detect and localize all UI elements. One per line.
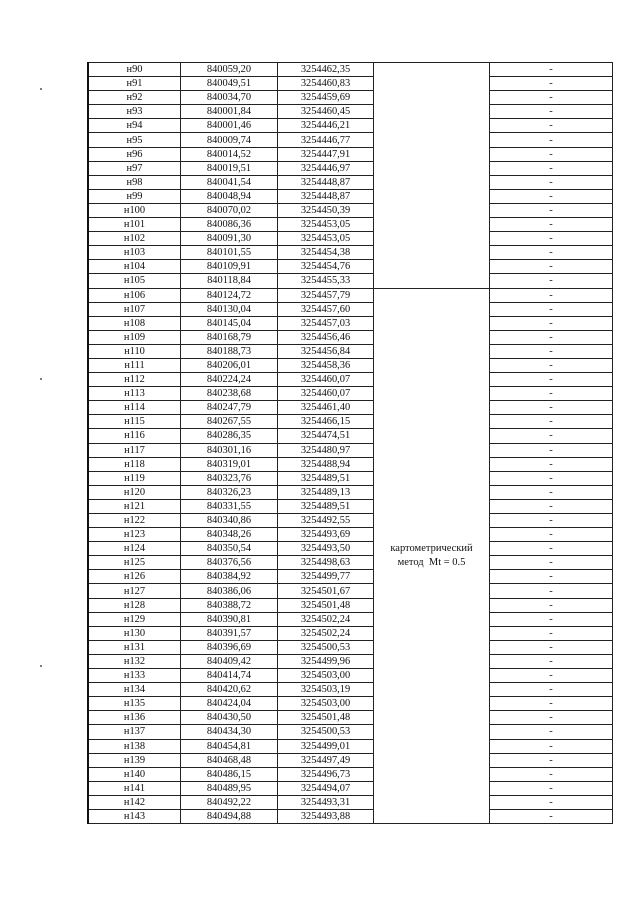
table-row bbox=[88, 443, 613, 457]
x-coordinate-cell: 840049,51 bbox=[181, 77, 278, 91]
x-coordinate-cell: 840396,69 bbox=[181, 640, 278, 654]
x-coordinate-cell: 840350,54 bbox=[181, 542, 278, 556]
table-row bbox=[88, 203, 613, 217]
accuracy-dash-cell: - bbox=[490, 711, 613, 725]
point-name-cell: н99 bbox=[88, 189, 181, 203]
y-coordinate-cell: 3254502,24 bbox=[278, 626, 374, 640]
point-name-cell: н108 bbox=[88, 316, 181, 330]
point-name-cell: н130 bbox=[88, 626, 181, 640]
y-coordinate-cell: 3254489,13 bbox=[278, 485, 374, 499]
table-row bbox=[88, 485, 613, 499]
table-row bbox=[88, 429, 613, 443]
accuracy-dash-cell: - bbox=[490, 697, 613, 711]
point-name-cell: н118 bbox=[88, 457, 181, 471]
y-coordinate-cell: 3254462,35 bbox=[278, 63, 374, 77]
accuracy-dash-cell: - bbox=[490, 612, 613, 626]
x-coordinate-cell: 840326,23 bbox=[181, 485, 278, 499]
x-coordinate-cell: 840109,91 bbox=[181, 260, 278, 274]
table-row bbox=[88, 598, 613, 612]
point-name-cell: н97 bbox=[88, 161, 181, 175]
y-coordinate-cell: 3254460,07 bbox=[278, 373, 374, 387]
y-coordinate-cell: 3254500,53 bbox=[278, 640, 374, 654]
accuracy-dash-cell: - bbox=[490, 91, 613, 105]
table-row bbox=[88, 542, 613, 556]
x-coordinate-cell: 840384,92 bbox=[181, 570, 278, 584]
y-coordinate-cell: 3254457,60 bbox=[278, 302, 374, 316]
x-coordinate-cell: 840348,26 bbox=[181, 528, 278, 542]
accuracy-dash-cell: - bbox=[490, 471, 613, 485]
accuracy-dash-cell: - bbox=[490, 358, 613, 372]
accuracy-dash-cell: - bbox=[490, 542, 613, 556]
point-name-cell: н127 bbox=[88, 584, 181, 598]
table-row bbox=[88, 91, 613, 105]
accuracy-dash-cell: - bbox=[490, 189, 613, 203]
x-coordinate-cell: 840019,51 bbox=[181, 161, 278, 175]
point-name-cell: н92 bbox=[88, 91, 181, 105]
accuracy-dash-cell: - bbox=[490, 302, 613, 316]
accuracy-dash-cell: - bbox=[490, 344, 613, 358]
y-coordinate-cell: 3254493,31 bbox=[278, 795, 374, 809]
y-coordinate-cell: 3254493,50 bbox=[278, 542, 374, 556]
accuracy-dash-cell: - bbox=[490, 781, 613, 795]
x-coordinate-cell: 840420,62 bbox=[181, 683, 278, 697]
point-name-cell: н142 bbox=[88, 795, 181, 809]
coordinates-table bbox=[87, 62, 613, 824]
point-name-cell: н98 bbox=[88, 175, 181, 189]
y-coordinate-cell: 3254457,79 bbox=[278, 288, 374, 302]
point-name-cell: н126 bbox=[88, 570, 181, 584]
table-row bbox=[88, 669, 613, 683]
y-coordinate-cell: 3254460,83 bbox=[278, 77, 374, 91]
table-row bbox=[88, 584, 613, 598]
table-row bbox=[88, 218, 613, 232]
table-row bbox=[88, 556, 613, 570]
y-coordinate-cell: 3254450,39 bbox=[278, 203, 374, 217]
table-row bbox=[88, 640, 613, 654]
method-cell-lower bbox=[374, 288, 490, 824]
accuracy-dash-cell: - bbox=[490, 218, 613, 232]
x-coordinate-cell: 840489,95 bbox=[181, 781, 278, 795]
table-row bbox=[88, 654, 613, 668]
y-coordinate-cell: 3254501,48 bbox=[278, 598, 374, 612]
accuracy-dash-cell: - bbox=[490, 669, 613, 683]
coordinates-table-body bbox=[88, 63, 613, 824]
y-coordinate-cell: 3254503,00 bbox=[278, 697, 374, 711]
table-row bbox=[88, 288, 613, 302]
point-name-cell: н109 bbox=[88, 330, 181, 344]
point-name-cell: н93 bbox=[88, 105, 181, 119]
y-coordinate-cell: 3254453,05 bbox=[278, 232, 374, 246]
table-row bbox=[88, 612, 613, 626]
accuracy-dash-cell: - bbox=[490, 753, 613, 767]
x-coordinate-cell: 840124,72 bbox=[181, 288, 278, 302]
x-coordinate-cell: 840206,01 bbox=[181, 358, 278, 372]
y-coordinate-cell: 3254456,84 bbox=[278, 344, 374, 358]
point-name-cell: н122 bbox=[88, 514, 181, 528]
table-row bbox=[88, 626, 613, 640]
table-row bbox=[88, 809, 613, 823]
accuracy-dash-cell: - bbox=[490, 373, 613, 387]
point-name-cell: н134 bbox=[88, 683, 181, 697]
x-coordinate-cell: 840301,16 bbox=[181, 443, 278, 457]
point-name-cell: н103 bbox=[88, 246, 181, 260]
point-name-cell: н136 bbox=[88, 711, 181, 725]
point-name-cell: н110 bbox=[88, 344, 181, 358]
x-coordinate-cell: 840001,84 bbox=[181, 105, 278, 119]
x-coordinate-cell: 840041,54 bbox=[181, 175, 278, 189]
accuracy-dash-cell: - bbox=[490, 584, 613, 598]
accuracy-dash-cell: - bbox=[490, 133, 613, 147]
table-row bbox=[88, 373, 613, 387]
y-coordinate-cell: 3254493,88 bbox=[278, 809, 374, 823]
y-coordinate-cell: 3254488,94 bbox=[278, 457, 374, 471]
point-name-cell: н139 bbox=[88, 753, 181, 767]
x-coordinate-cell: 840390,81 bbox=[181, 612, 278, 626]
table-row bbox=[88, 147, 613, 161]
y-coordinate-cell: 3254454,76 bbox=[278, 260, 374, 274]
table-row bbox=[88, 781, 613, 795]
point-name-cell: н100 bbox=[88, 203, 181, 217]
x-coordinate-cell: 840168,79 bbox=[181, 330, 278, 344]
table-row bbox=[88, 514, 613, 528]
point-name-cell: н141 bbox=[88, 781, 181, 795]
point-name-cell: н91 bbox=[88, 77, 181, 91]
point-name-cell: н135 bbox=[88, 697, 181, 711]
accuracy-dash-cell: - bbox=[490, 767, 613, 781]
table-row bbox=[88, 77, 613, 91]
table-row bbox=[88, 133, 613, 147]
accuracy-dash-cell: - bbox=[490, 570, 613, 584]
x-coordinate-cell: 840340,86 bbox=[181, 514, 278, 528]
accuracy-dash-cell: - bbox=[490, 725, 613, 739]
point-name-cell: н143 bbox=[88, 809, 181, 823]
y-coordinate-cell: 3254501,48 bbox=[278, 711, 374, 725]
y-coordinate-cell: 3254454,38 bbox=[278, 246, 374, 260]
y-coordinate-cell: 3254503,19 bbox=[278, 683, 374, 697]
x-coordinate-cell: 840188,73 bbox=[181, 344, 278, 358]
coordinates-table-sheet bbox=[87, 62, 608, 824]
x-coordinate-cell: 840409,42 bbox=[181, 654, 278, 668]
accuracy-dash-cell: - bbox=[490, 429, 613, 443]
y-coordinate-cell: 3254500,53 bbox=[278, 725, 374, 739]
x-coordinate-cell: 840286,35 bbox=[181, 429, 278, 443]
table-row bbox=[88, 767, 613, 781]
point-name-cell: н113 bbox=[88, 387, 181, 401]
accuracy-dash-cell: - bbox=[490, 443, 613, 457]
y-coordinate-cell: 3254447,91 bbox=[278, 147, 374, 161]
scan-speck bbox=[40, 665, 42, 667]
point-name-cell: н115 bbox=[88, 415, 181, 429]
method-label-line-1: картометрический bbox=[390, 542, 473, 554]
table-row bbox=[88, 344, 613, 358]
x-coordinate-cell: 840494,88 bbox=[181, 809, 278, 823]
point-name-cell: н111 bbox=[88, 358, 181, 372]
y-coordinate-cell: 3254448,87 bbox=[278, 175, 374, 189]
y-coordinate-cell: 3254457,03 bbox=[278, 316, 374, 330]
y-coordinate-cell: 3254446,97 bbox=[278, 161, 374, 175]
y-coordinate-cell: 3254497,49 bbox=[278, 753, 374, 767]
point-name-cell: н116 bbox=[88, 429, 181, 443]
y-coordinate-cell: 3254480,97 bbox=[278, 443, 374, 457]
y-coordinate-cell: 3254474,51 bbox=[278, 429, 374, 443]
y-coordinate-cell: 3254494,07 bbox=[278, 781, 374, 795]
x-coordinate-cell: 840388,72 bbox=[181, 598, 278, 612]
x-coordinate-cell: 840454,81 bbox=[181, 739, 278, 753]
scan-speck bbox=[40, 378, 42, 380]
x-coordinate-cell: 840376,56 bbox=[181, 556, 278, 570]
y-coordinate-cell: 3254446,21 bbox=[278, 119, 374, 133]
x-coordinate-cell: 840391,57 bbox=[181, 626, 278, 640]
table-row bbox=[88, 697, 613, 711]
point-name-cell: н125 bbox=[88, 556, 181, 570]
table-row bbox=[88, 330, 613, 344]
accuracy-dash-cell: - bbox=[490, 556, 613, 570]
accuracy-dash-cell: - bbox=[490, 795, 613, 809]
point-name-cell: н114 bbox=[88, 401, 181, 415]
y-coordinate-cell: 3254492,55 bbox=[278, 514, 374, 528]
accuracy-dash-cell: - bbox=[490, 739, 613, 753]
x-coordinate-cell: 840059,20 bbox=[181, 63, 278, 77]
accuracy-dash-cell: - bbox=[490, 626, 613, 640]
point-name-cell: н119 bbox=[88, 471, 181, 485]
x-coordinate-cell: 840224,24 bbox=[181, 373, 278, 387]
accuracy-dash-cell: - bbox=[490, 598, 613, 612]
accuracy-dash-cell: - bbox=[490, 161, 613, 175]
point-name-cell: н112 bbox=[88, 373, 181, 387]
x-coordinate-cell: 840434,30 bbox=[181, 725, 278, 739]
accuracy-dash-cell: - bbox=[490, 175, 613, 189]
table-row bbox=[88, 471, 613, 485]
x-coordinate-cell: 840430,50 bbox=[181, 711, 278, 725]
accuracy-dash-cell: - bbox=[490, 316, 613, 330]
accuracy-dash-cell: - bbox=[490, 119, 613, 133]
accuracy-dash-cell: - bbox=[490, 485, 613, 499]
point-name-cell: н90 bbox=[88, 63, 181, 77]
x-coordinate-cell: 840014,52 bbox=[181, 147, 278, 161]
point-name-cell: н129 bbox=[88, 612, 181, 626]
x-coordinate-cell: 840319,01 bbox=[181, 457, 278, 471]
y-coordinate-cell: 3254460,07 bbox=[278, 387, 374, 401]
point-name-cell: н132 bbox=[88, 654, 181, 668]
point-name-cell: н117 bbox=[88, 443, 181, 457]
accuracy-dash-cell: - bbox=[490, 274, 613, 288]
accuracy-dash-cell: - bbox=[490, 203, 613, 217]
x-coordinate-cell: 840386,06 bbox=[181, 584, 278, 598]
table-row bbox=[88, 274, 613, 288]
point-name-cell: н124 bbox=[88, 542, 181, 556]
accuracy-dash-cell: - bbox=[490, 683, 613, 697]
x-coordinate-cell: 840323,76 bbox=[181, 471, 278, 485]
x-coordinate-cell: 840468,48 bbox=[181, 753, 278, 767]
table-row bbox=[88, 739, 613, 753]
table-row bbox=[88, 415, 613, 429]
accuracy-dash-cell: - bbox=[490, 528, 613, 542]
table-row bbox=[88, 175, 613, 189]
table-row bbox=[88, 232, 613, 246]
x-coordinate-cell: 840424,04 bbox=[181, 697, 278, 711]
y-coordinate-cell: 3254499,96 bbox=[278, 654, 374, 668]
accuracy-dash-cell: - bbox=[490, 514, 613, 528]
table-row bbox=[88, 570, 613, 584]
x-coordinate-cell: 840034,70 bbox=[181, 91, 278, 105]
point-name-cell: н104 bbox=[88, 260, 181, 274]
point-name-cell: н121 bbox=[88, 499, 181, 513]
accuracy-dash-cell: - bbox=[490, 105, 613, 119]
accuracy-dash-cell: - bbox=[490, 246, 613, 260]
accuracy-dash-cell: - bbox=[490, 640, 613, 654]
y-coordinate-cell: 3254453,05 bbox=[278, 218, 374, 232]
accuracy-dash-cell: - bbox=[490, 415, 613, 429]
table-row bbox=[88, 105, 613, 119]
x-coordinate-cell: 840048,94 bbox=[181, 189, 278, 203]
table-row bbox=[88, 711, 613, 725]
point-name-cell: н137 bbox=[88, 725, 181, 739]
point-name-cell: н140 bbox=[88, 767, 181, 781]
table-row bbox=[88, 401, 613, 415]
y-coordinate-cell: 3254459,69 bbox=[278, 91, 374, 105]
accuracy-dash-cell: - bbox=[490, 499, 613, 513]
x-coordinate-cell: 840267,55 bbox=[181, 415, 278, 429]
x-coordinate-cell: 840001,46 bbox=[181, 119, 278, 133]
table-row bbox=[88, 457, 613, 471]
method-cell-upper bbox=[374, 63, 490, 289]
y-coordinate-cell: 3254489,51 bbox=[278, 499, 374, 513]
x-coordinate-cell: 840492,22 bbox=[181, 795, 278, 809]
x-coordinate-cell: 840130,04 bbox=[181, 302, 278, 316]
accuracy-dash-cell: - bbox=[490, 401, 613, 415]
accuracy-dash-cell: - bbox=[490, 77, 613, 91]
table-row bbox=[88, 302, 613, 316]
y-coordinate-cell: 3254501,67 bbox=[278, 584, 374, 598]
method-label-line-2: метод Mt = 0.5 bbox=[397, 556, 466, 568]
x-coordinate-cell: 840091,30 bbox=[181, 232, 278, 246]
point-name-cell: н120 bbox=[88, 485, 181, 499]
point-name-cell: н95 bbox=[88, 133, 181, 147]
y-coordinate-cell: 3254493,69 bbox=[278, 528, 374, 542]
point-name-cell: н96 bbox=[88, 147, 181, 161]
point-name-cell: н107 bbox=[88, 302, 181, 316]
table-row bbox=[88, 725, 613, 739]
x-coordinate-cell: 840238,68 bbox=[181, 387, 278, 401]
accuracy-dash-cell: - bbox=[490, 147, 613, 161]
table-row bbox=[88, 499, 613, 513]
x-coordinate-cell: 840118,84 bbox=[181, 274, 278, 288]
y-coordinate-cell: 3254499,01 bbox=[278, 739, 374, 753]
y-coordinate-cell: 3254489,51 bbox=[278, 471, 374, 485]
point-name-cell: н128 bbox=[88, 598, 181, 612]
table-row bbox=[88, 260, 613, 274]
point-name-cell: н102 bbox=[88, 232, 181, 246]
x-coordinate-cell: 840009,74 bbox=[181, 133, 278, 147]
x-coordinate-cell: 840145,04 bbox=[181, 316, 278, 330]
accuracy-dash-cell: - bbox=[490, 288, 613, 302]
y-coordinate-cell: 3254448,87 bbox=[278, 189, 374, 203]
accuracy-dash-cell: - bbox=[490, 232, 613, 246]
y-coordinate-cell: 3254456,46 bbox=[278, 330, 374, 344]
y-coordinate-cell: 3254502,24 bbox=[278, 612, 374, 626]
table-row bbox=[88, 753, 613, 767]
y-coordinate-cell: 3254460,45 bbox=[278, 105, 374, 119]
table-row bbox=[88, 528, 613, 542]
table-row bbox=[88, 246, 613, 260]
point-name-cell: н138 bbox=[88, 739, 181, 753]
table-row bbox=[88, 683, 613, 697]
accuracy-dash-cell: - bbox=[490, 809, 613, 823]
table-row bbox=[88, 387, 613, 401]
y-coordinate-cell: 3254499,77 bbox=[278, 570, 374, 584]
point-name-cell: н106 bbox=[88, 288, 181, 302]
y-coordinate-cell: 3254458,36 bbox=[278, 358, 374, 372]
accuracy-dash-cell: - bbox=[490, 457, 613, 471]
x-coordinate-cell: 840247,79 bbox=[181, 401, 278, 415]
accuracy-dash-cell: - bbox=[490, 654, 613, 668]
y-coordinate-cell: 3254461,40 bbox=[278, 401, 374, 415]
table-row bbox=[88, 358, 613, 372]
table-row bbox=[88, 316, 613, 330]
point-name-cell: н101 bbox=[88, 218, 181, 232]
point-name-cell: н131 bbox=[88, 640, 181, 654]
point-name-cell: н123 bbox=[88, 528, 181, 542]
y-coordinate-cell: 3254496,73 bbox=[278, 767, 374, 781]
point-name-cell: н133 bbox=[88, 669, 181, 683]
point-name-cell: н105 bbox=[88, 274, 181, 288]
x-coordinate-cell: 840070,02 bbox=[181, 203, 278, 217]
accuracy-dash-cell: - bbox=[490, 387, 613, 401]
x-coordinate-cell: 840101,55 bbox=[181, 246, 278, 260]
y-coordinate-cell: 3254498,63 bbox=[278, 556, 374, 570]
scan-speck bbox=[40, 88, 42, 90]
x-coordinate-cell: 840414,74 bbox=[181, 669, 278, 683]
y-coordinate-cell: 3254466,15 bbox=[278, 415, 374, 429]
accuracy-dash-cell: - bbox=[490, 330, 613, 344]
x-coordinate-cell: 840086,36 bbox=[181, 218, 278, 232]
accuracy-dash-cell: - bbox=[490, 260, 613, 274]
x-coordinate-cell: 840331,55 bbox=[181, 499, 278, 513]
table-row bbox=[88, 189, 613, 203]
y-coordinate-cell: 3254446,77 bbox=[278, 133, 374, 147]
table-row bbox=[88, 63, 613, 77]
y-coordinate-cell: 3254455,33 bbox=[278, 274, 374, 288]
table-row bbox=[88, 795, 613, 809]
point-name-cell: н94 bbox=[88, 119, 181, 133]
table-row bbox=[88, 161, 613, 175]
accuracy-dash-cell: - bbox=[490, 63, 613, 77]
table-row bbox=[88, 119, 613, 133]
y-coordinate-cell: 3254503,00 bbox=[278, 669, 374, 683]
x-coordinate-cell: 840486,15 bbox=[181, 767, 278, 781]
